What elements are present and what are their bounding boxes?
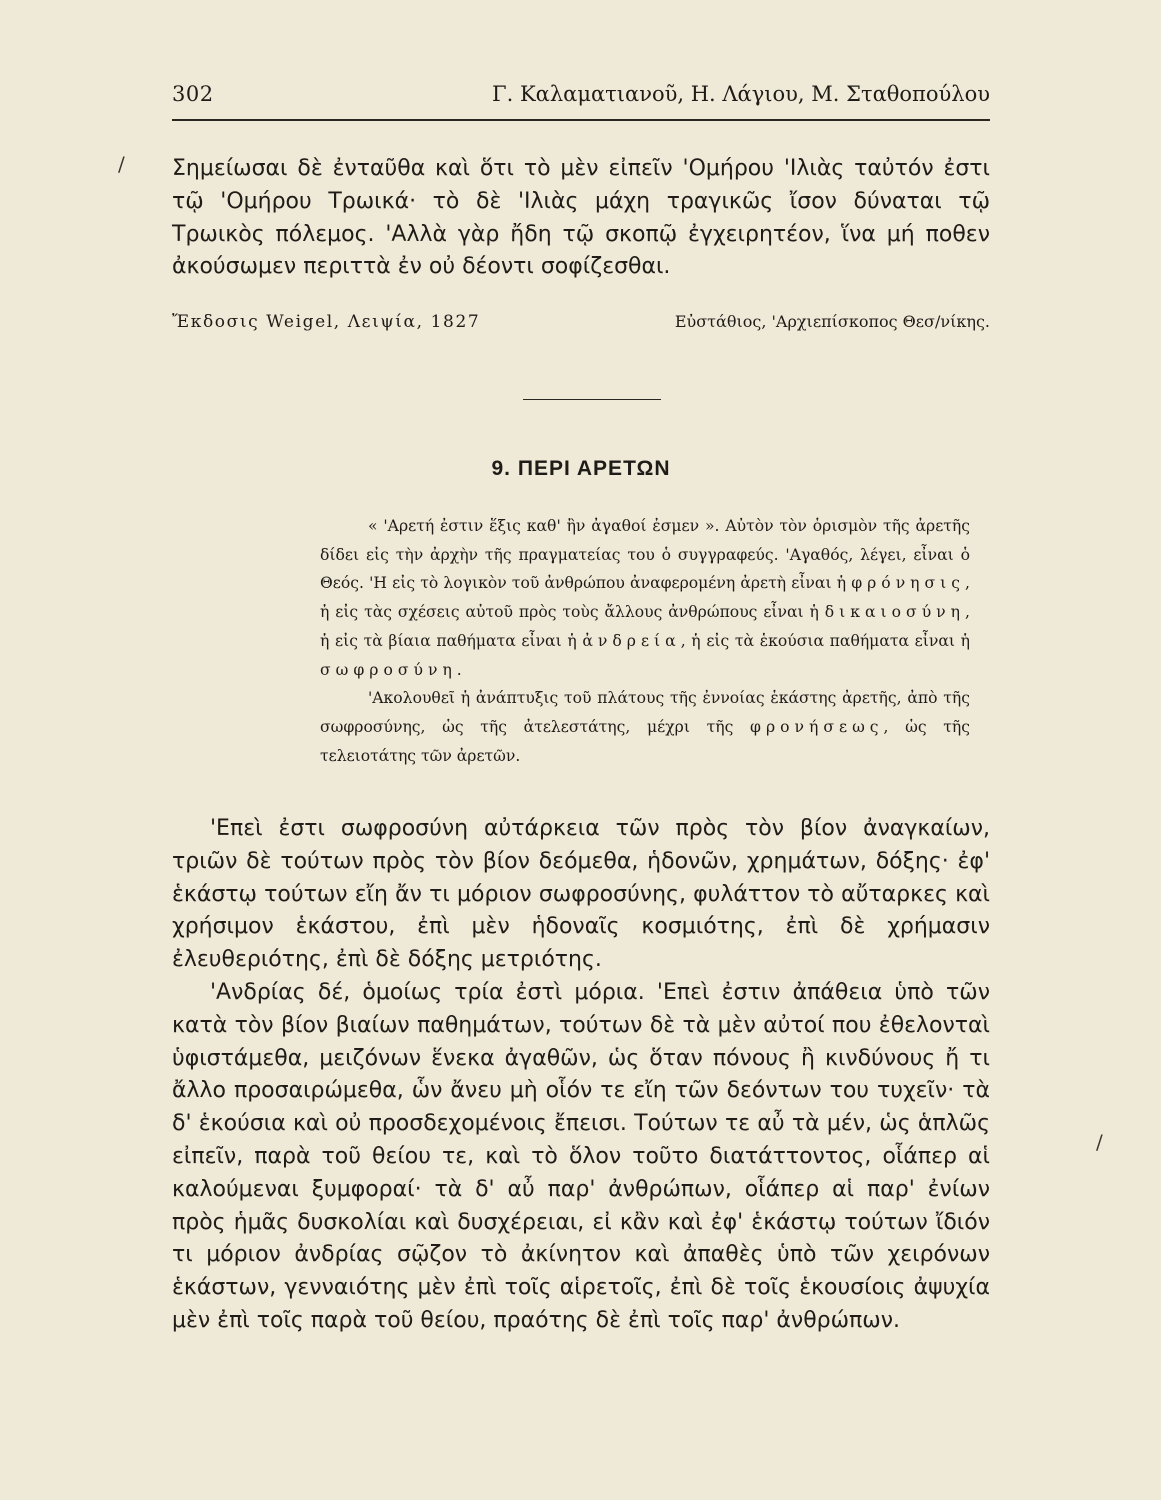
section-summary (320, 512, 970, 770)
separator-rule (523, 399, 661, 400)
quote-paragraph (172, 153, 990, 284)
body-paragraph-1: 'Επεὶ ἐστι σωφροσύνη αὐτάρκεια τῶν πρὸς τὸν βίον ἀναγκαίων, τριῶν δὲ τούτων πρὸς τὸν βίον δεόμεθα, ἡδονῶν, χρημάτων, δόξης· ἐφ' ἑκάστῳ τούτων εἴη ἄν τι μόριον σωφροσύνης, φυλάττον τὸ αὔταρκες καὶ χρήσιμον ἑκάστου, ἐπὶ μὲν ἡδοναῖς κοσμιότης, ἐπὶ δὲ χρήμασιν ἐλευθεριότης, ἐπὶ δὲ δόξης μετριότης. (172, 816, 990, 973)
summary-text: 'Ακολουθεῖ ἡ ἀνάπτυξις τοῦ πλάτους τῆς ἐννοίας ἑκάστης ἀρετῆς, ἀπὸ τῆς σωφροσύνης, ὡς τῆς ἀτελεστάτης, μέχρι τῆς (320, 689, 970, 736)
term-andreia: ἀνδρεία (582, 631, 681, 650)
summary-text: , ὡς τῆς τελειοτάτης τῶν ἀρετῶν. (320, 717, 970, 765)
margin-pencil-mark: / (1096, 1130, 1103, 1154)
term-fronisis: φρόνησις (851, 574, 966, 593)
edition-info: Ἔκδοσις Weigel, Λειψία, 1827 (172, 312, 481, 332)
term-froniseos: φρονήσεως (750, 717, 884, 736)
margin-pencil-mark: / (118, 152, 125, 176)
page-header (172, 82, 990, 112)
summary-paragraph-2 (320, 684, 970, 770)
summary-text: « 'Αρετή ἐστιν ἕξις καθ' ἣν ἀγαθοί ἐσμεν ». Αὐτὸν τὸν ὁρισμὸν τῆς ἀρετῆς δίδει εἰς τὴν ἀρχὴν τῆς πραγματείας του ὁ συγγραφεύς. 'Αγαθός, λέγει, εἶναι ὁ Θεός. 'Η εἰς τὸ λογικὸν τοῦ ἀνθρώπου ἀναφερομένη ἀρετὴ εἶναι ἡ (320, 517, 970, 593)
header-rule (172, 119, 990, 121)
quote-author: Εὐστάθιος, 'Αρχιεπίσκοπος Θεσ/νίκης. (674, 312, 990, 331)
section-title: 9. ΠΕΡΙ ΑΡΕΤΩΝ (491, 457, 671, 480)
term-dikaiosyni: δικαιοσύνη (824, 603, 966, 622)
page-number: 302 (172, 82, 214, 106)
quote-text: Σημείωσαι δὲ ἐνταῦθα καὶ ὅτι τὸ μὲν εἰπεῖν 'Ομήρου 'Ιλιὰς ταὐτόν ἐστι τῷ 'Ομήρου Τρωικά· τὸ δὲ 'Ιλιὰς μάχη τραγικῶς ἴσον δύναται τῷ Τρωικὸς πόλεμος. 'Αλλὰ γὰρ ἤδη τῷ σκοπῷ ἐγχειρητέον, ἵνα μή ποθεν ἀκούσωμεν περιττὰ ἐν οὐ δέοντι σοφίζεσθαι. (172, 156, 990, 280)
summary-text: . (456, 660, 462, 679)
term-sofrosyni: σωφροσύνη (320, 660, 457, 679)
summary-paragraph-1 (320, 512, 970, 684)
summary-text: , ἡ εἰς τὰ ἑκούσια παθήματα εἶναι ἡ (680, 631, 970, 650)
summary-text: , ἡ εἰς τὰς σχέσεις αὐτοῦ πρὸς τοὺς ἄλλους ἀνθρώπους εἶναι ἡ (320, 574, 970, 622)
body-paragraph-2: 'Ανδρίας δέ, ὁμοίως τρία ἐστὶ μόρια. 'Επεὶ ἐστιν ἀπάθεια ὑπὸ τῶν κατὰ τὸν βίον βιαίων παθημάτων, τούτων δὲ τὰ μὲν αὐτοί που ἐθελονταὶ ὑφιστάμεθα, μειζόνων ἕνεκα ἀγαθῶν, ὡς ὅταν πόνους ἢ κινδύνους ἤ τι ἄλλο προσαιρώμεθα, ὧν ἄνευ μὴ οἷόν τε εἴη τῶν δεόντων του τυχεῖν· τὰ δ' ἑκούσια καὶ οὐ προσδεχομένοις ἔπεισι. Τούτων τε αὖ τὰ μέν, ὡς ἁπλῶς εἰπεῖν, παρὰ τοῦ θείου τε, καὶ τὸ ὅλον τοῦτο διατάττοντος, οἷάπερ αἱ καλούμεναι ξυμφοραί· τὰ δ' αὖ παρ' ἀνθρώπων, οἷάπερ αἱ παρ' ἐνίων πρὸς ἡμᾶς δυσκολίαι καὶ δυσχέρειαι, εἰ κἂν καὶ ἐφ' ἑκάστῳ τούτων ἴδιόν τι μόριον ἀνδρίας σῷζον τὸ ἀκίνητον καὶ ἀπαθὲς ὑπὸ τῶν χειρόνων ἑκάστων, γενναιότης μὲν ἐπὶ τοῖς αἱρετοῖς, ἐπὶ δὲ τοῖς ἑκουσίοις ἀψυχία μὲν ἐπὶ τοῖς παρὰ τοῦ θείου, πραότης δὲ ἐπὶ τοῖς παρ' ἀνθρώπων. (172, 979, 990, 1333)
main-text (172, 813, 990, 1338)
summary-text: , ἡ εἰς τὰ βίαια παθήματα εἶναι ἡ (320, 603, 970, 650)
running-head: Γ. Καλαματιανοῦ, Η. Λάγιου, Μ. Σταθοπούλου (492, 82, 990, 106)
